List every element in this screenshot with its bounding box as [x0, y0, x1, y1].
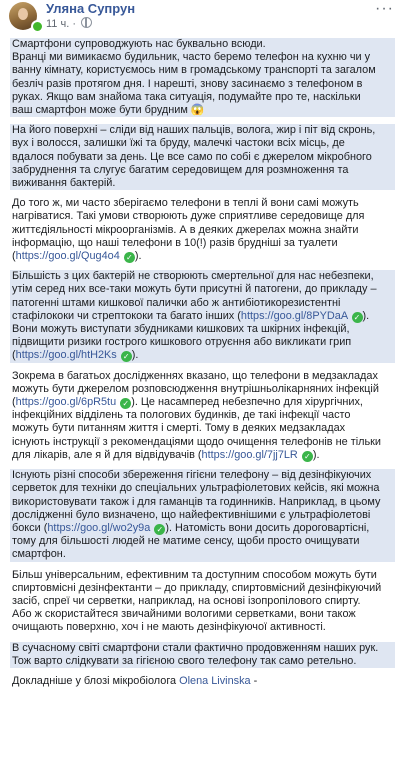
post-paragraph	[10, 270, 395, 362]
source-link[interactable]: https://goo.gl/7jj7LR	[201, 448, 298, 461]
post-paragraph	[10, 569, 395, 635]
post-line: дослідженні було визначено, що найефективнішими є ультрафіолетові	[12, 508, 371, 521]
post-paragraph	[10, 469, 395, 561]
post-line: Вони можуть виступати збудниками кишкових та шкірних інфекцій,	[12, 323, 350, 336]
post-line: засіб, спреї чи серветки, наприклад, на основі ізопропілового спирту.	[12, 594, 361, 607]
post-line: руках. Якщо вам знайома така ситуація, подумайте про те, наскільки	[12, 90, 361, 103]
post-line: (https://goo.gl/Qug4o4 ✓ ).	[12, 250, 142, 263]
post-line: безліч разів протягом дня. І нарешті, знову засинаємо з телефоном в	[12, 77, 363, 90]
post-line: існують інструкції з рекомендаціями щодо очищення телефонів не тільки	[12, 435, 381, 448]
post-line: (https://goo.gl/htH2Ks ✓ ).	[12, 349, 139, 362]
post-line: утім серед них все-таки можуть бути присутні й патогени, до прикладу –	[12, 283, 377, 296]
post-line: смартфон.	[12, 548, 66, 561]
check-mark-icon: ✓	[154, 524, 165, 535]
post-line: інфекційних відділень та пологових будинків, де такі інфекції часто	[12, 409, 351, 422]
globe-icon	[81, 17, 92, 28]
post-header	[0, 0, 402, 36]
post-line: вдалося побувати за день. Це все само по собі є джерелом мікробного	[12, 150, 372, 163]
post-line: Або ж скористайтеся звичайними вологими серветками, вони також	[12, 608, 356, 621]
post-line: вух і волосся, залишки їжі та бруду, малечкі частоки всіх місць, де	[12, 137, 345, 150]
post-line: (https://goo.gl/6pR5tu ✓ ). Це насамперед небезпечно для хірургічних,	[12, 396, 363, 409]
post-meta	[46, 17, 92, 31]
more-options-button[interactable]: ···	[375, 0, 394, 17]
post-line: Більшість з цих бактерій не створюють смертельної для нас небезпеки,	[12, 270, 374, 283]
author-name[interactable]: Уляна Супрун	[46, 1, 136, 16]
post-line: В сучасному світі смартфони стали фактично продовженням наших рук.	[12, 641, 379, 654]
post-line: Існують різні способи збереження гігієни телефону – від дезінфікуючих	[12, 469, 372, 482]
check-mark-icon: ✓	[120, 398, 131, 409]
check-mark-icon: ✓	[121, 351, 132, 362]
post-line: інформацію, що наші телефони в 10(!) разів брудніші за туалети	[12, 236, 338, 249]
post-line: Вранці ми вимикаємо будильник, часто беремо телефон на кухню чи у	[12, 51, 371, 64]
post-line: життєдіяльності мікроорганізмів. А в деяких джерелах можна знайти	[12, 223, 359, 236]
post-line: можуть бути питанням життя і смерті. Тому в деяких медзакладах	[12, 422, 346, 435]
post-time[interactable]: 11 ч. ·	[46, 18, 80, 30]
post-line: До того ж, ми часто зберігаємо телефони в теплі й вони самі можуть	[12, 197, 359, 210]
post-line: стафілококи чи стрептококи та багато інших (https://goo.gl/8PYDaA ✓ ).	[12, 309, 370, 322]
post-paragraph	[10, 197, 395, 263]
post-line: нагріватися. Такі умови створюють дуже сприятливе середовище для	[12, 210, 365, 223]
post-line: На його поверхні – сліди від наших пальців, волога, жир і піт від скронь,	[12, 124, 376, 137]
post-line: патогенні штами кишкової палички або ж антибіотикорезистентні	[12, 296, 341, 309]
post-line: очищають поверхню, хоч і не мають дезінфікуючої активності.	[12, 621, 326, 634]
source-link[interactable]: https://goo.gl/8PYDaA	[240, 309, 348, 322]
post-paragraph	[10, 38, 395, 117]
post-paragraph	[10, 124, 395, 190]
post-line: тому для більшості людей не матиме сенсу, щоби просто очищувати	[12, 535, 360, 548]
source-link[interactable]: https://goo.gl/wo2y9a	[47, 521, 151, 534]
post-line: використовувати також і для гаманців та годинників. Наприклад, в цьому	[12, 495, 381, 508]
post-paragraph	[10, 675, 395, 688]
post-line: Тож варто слідкувати за гігієною свого телефону так само ретельно.	[12, 654, 357, 667]
check-mark-icon: ✓	[124, 252, 135, 263]
check-mark-icon: ✓	[352, 312, 363, 323]
post-line: Смартфони супроводжують нас буквально всюди.	[12, 38, 266, 50]
mention-link[interactable]: Olena Livinska	[179, 674, 251, 687]
post-line: забруднення та слугує багатим середовищем для розмноження та	[12, 163, 349, 176]
source-link[interactable]: https://goo.gl/Qug4o4	[15, 250, 120, 263]
post-line: виживання бактерій.	[12, 177, 116, 190]
avatar-face	[18, 8, 28, 20]
post-line: Зокрема в багатьох дослідженнях вказано, що телефони в медзакладах	[12, 369, 378, 382]
post-line: можуть бути джерелом розповсюдження внутрішньолікарняних інфекцій	[12, 382, 379, 395]
post-body	[10, 38, 395, 695]
post-line: для лікарів, але я й для відвідувачів (https://goo.gl/7jj7LR ✓ ).	[12, 448, 320, 461]
source-link[interactable]: https://goo.gl/htH2Ks	[15, 349, 117, 362]
post-line: серветок для техніки до спеціальних ультрафіолетових кейсів, які можна	[12, 482, 380, 495]
post-line: Більш універсальним, ефективним та доступним способом можуть бути	[12, 568, 377, 581]
post-line: ваш смартфон може бути брудним 😱	[12, 104, 205, 117]
post-line: спиртовмісні дезінфектанти – до прикладу, спиртовмісний дезінфікуючий	[12, 581, 382, 594]
post-paragraph	[10, 370, 395, 462]
check-mark-icon: ✓	[302, 451, 313, 462]
source-link[interactable]: https://goo.gl/6pR5tu	[15, 396, 117, 409]
post-paragraph	[10, 642, 395, 668]
post-line: Докладніше у блозі мікробіолога Olena Livinska -	[12, 674, 258, 687]
post-line: ванну кімнату, користуємось ним в громадському транспорті та загалом	[12, 64, 376, 77]
post-line: підвищити ризики гострого кишкового отруєння або викликати грип	[12, 336, 352, 349]
online-status-icon	[31, 20, 44, 33]
post-line: бокси (https://goo.gl/wo2y9a ✓ ). Натомість вони досить дороговартісні,	[12, 521, 370, 534]
